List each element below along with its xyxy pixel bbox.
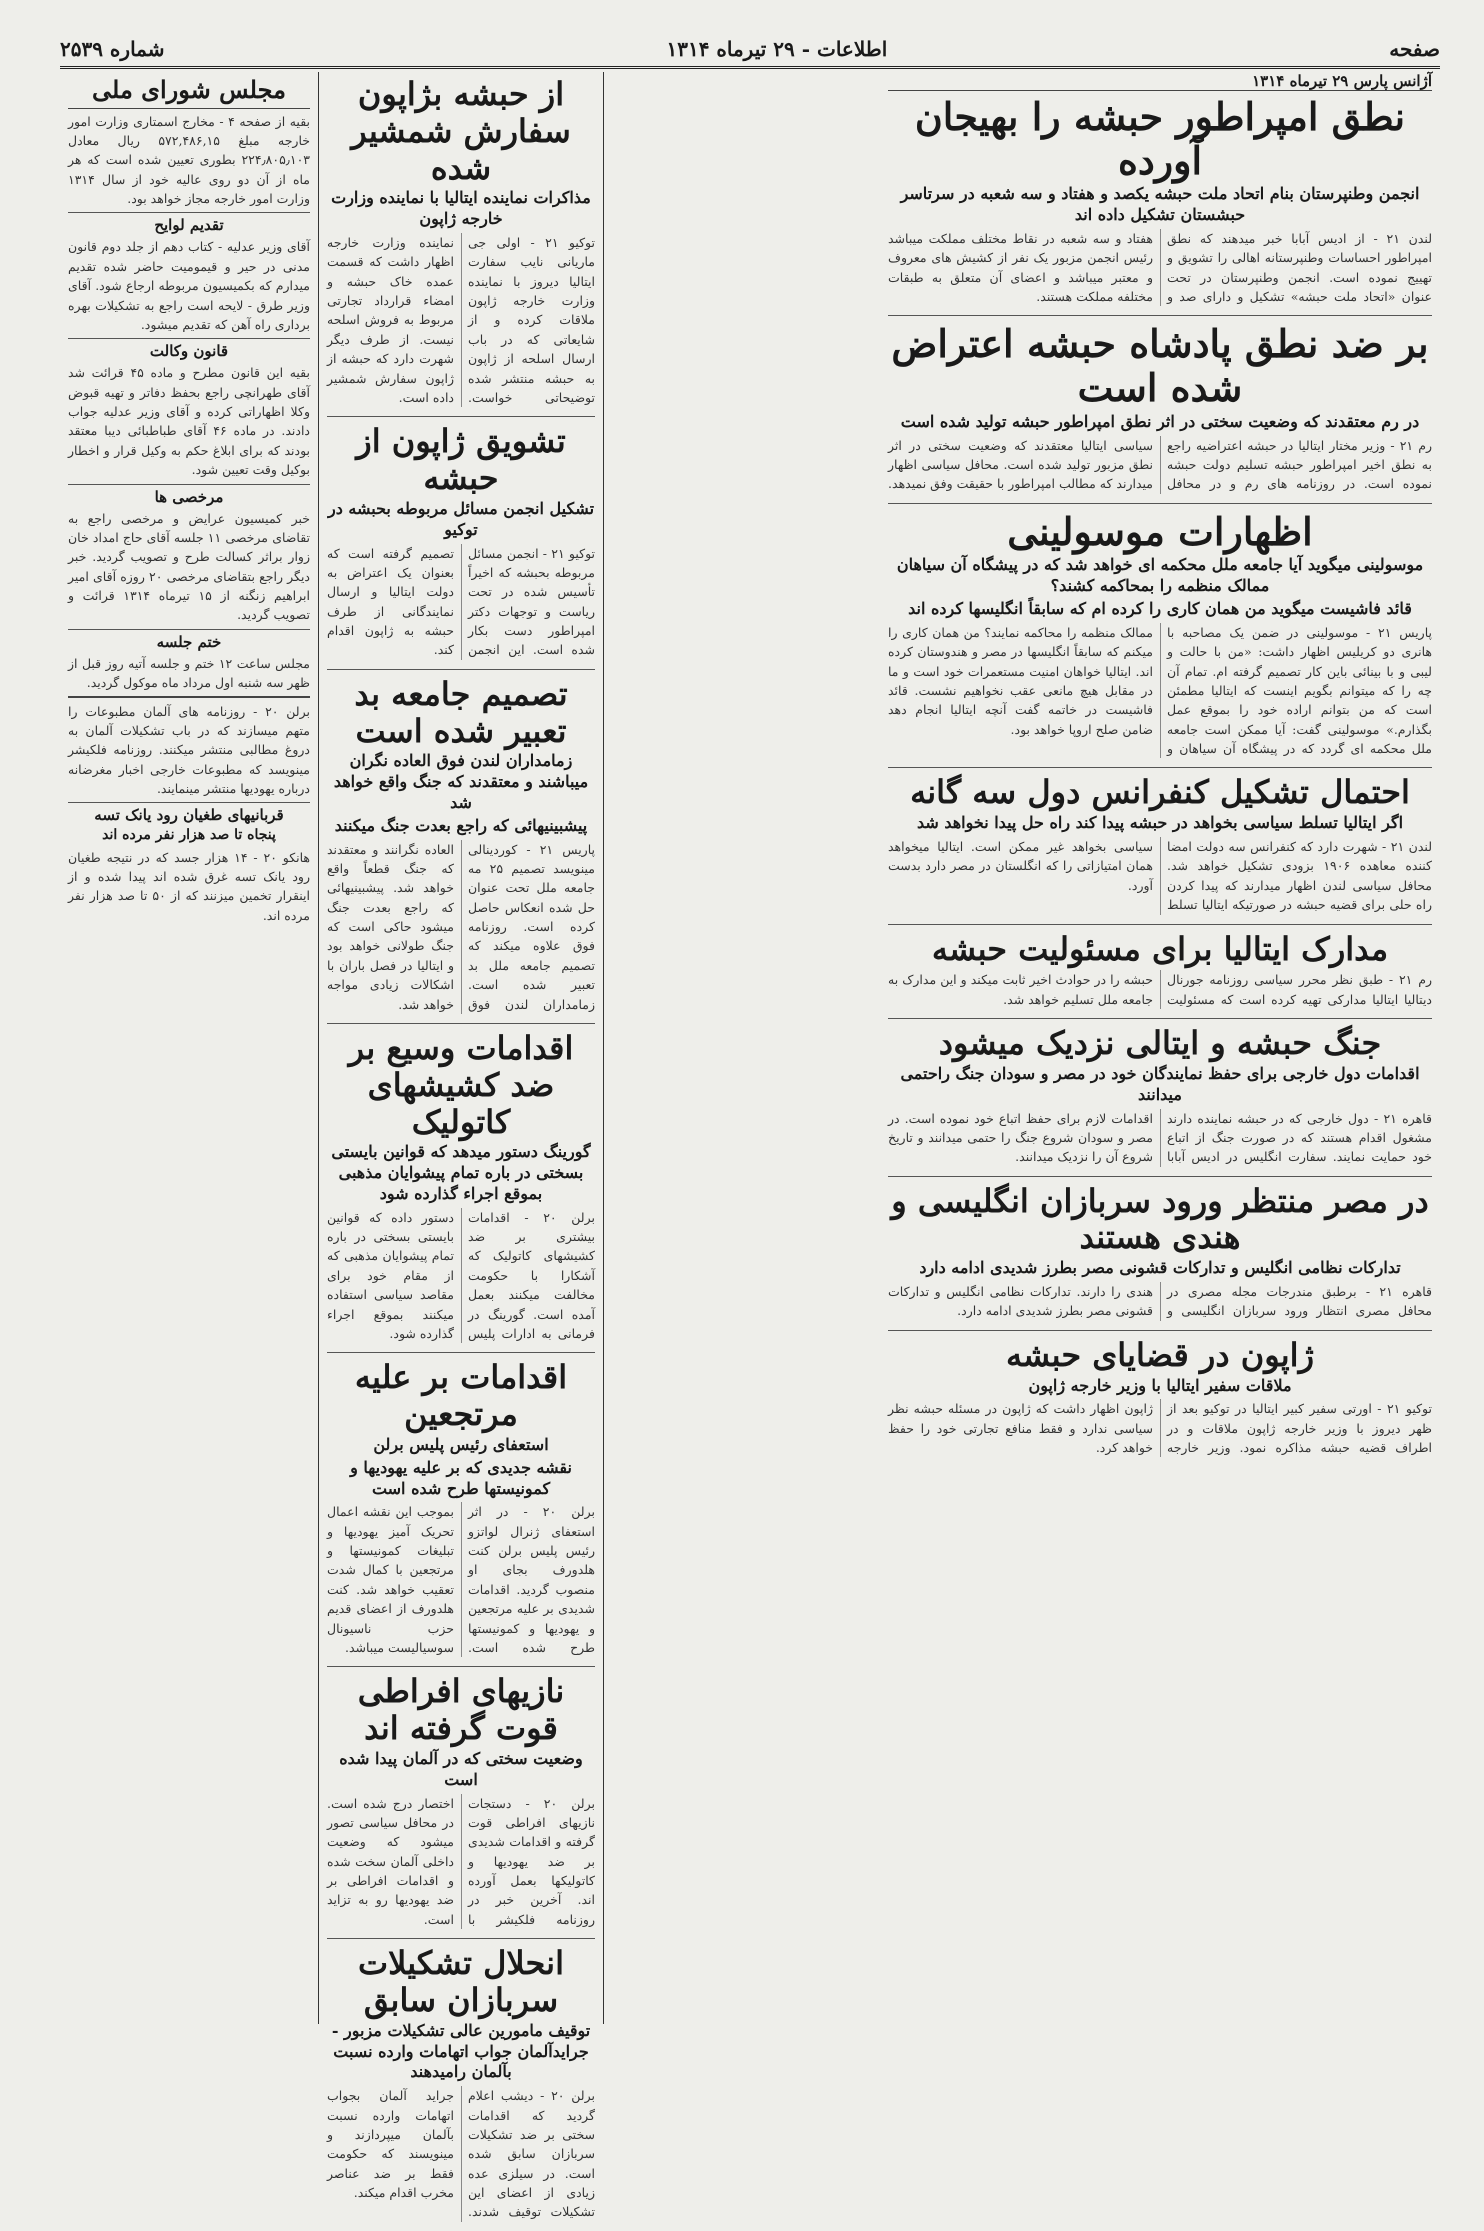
parliament-body-3: بقیه این قانون مطرح و ماده ۴۵ قرائت شد آقای طهرانچی راجع بحفظ دفاتر و تهیه قبوض وکلا اظهاراتی کرده و آقای وزیر عدلیه جواب دادند. در ماده ۴۶ آقای طباطبائی دیبا معتقد بودند که برای ابلاغ حکم به وکیل قرار و اخطار بوکیل وقت تعیین شود. bbox=[68, 365, 310, 478]
subheadline: تدارکات نظامی انگلیس و تدارکات قشونی مصر بطرز شدیدی ادامه دارد bbox=[919, 1258, 1401, 1278]
parliament-title: مجلس شورای ملی bbox=[68, 76, 310, 109]
article-body: برلن ۲۰ - در اثر استعفای ژنرال لواتزو رئیس پلیس برلن کنت هلدورف بجای او منصوب گردید. اقدامات شدیدی بر علیه مرتجعین و یهودیها و کمونیستها طرح شده است. بموجب این نقشه اعمال تحریک آمیز یهودیها و تبلیغات کمونیستها و مرتجعین با کمال شدت تعقیب خواهد شد. کنت هلدورف از اعضای قدیم حزب ناسیونال سوسیالیست میباشد. bbox=[327, 1504, 595, 1655]
article-body: قاهره ۲۱ - دول خارجی که در حبشه نماینده دارند مشغول اقدام هستند که در صورت جنگ از اتباع خود حمایت نمایند. سفارت انگلیس در ادیس آبابا اقدامات لازم برای حفظ اتباع خود نموده است. در مصر و سودان شروع جنگ را حتمی میدانند و تاریخ شروع آن را نزدیک میدانند. bbox=[888, 1110, 1433, 1165]
left-column bbox=[60, 72, 318, 2024]
article-veterans bbox=[327, 1945, 595, 2231]
article-reactionaries bbox=[327, 1359, 595, 1667]
article-body: پاریس ۲۱ - کوردینالی مینویسد تصمیم ۲۵ مه جامعه ملل تحت عنوان حل شده انعکاس حاصل کرده است. روزنامه فوق علاوه میکند که تصمیم جامعه ملل بد تعبیر شده است. زمامداران لندن فوق العاده نگرانند و معتقدند که جنگ قطعاً واقع خواهد شد. پیشبینیهائی که راجع بعدت جنگ میشود حاکی است که جنگ طولانی خواهد بود و ایتالیا در فصل باران با اشکالات زیادی مواجه خواهد شد. bbox=[327, 841, 595, 1012]
article-egypt bbox=[888, 1183, 1432, 1331]
article-body: توکیو ۲۱ - اولی جی ماریانی نایب سفارت ایتالیا دیروز با نماینده وزارت خارجه ژاپون ملاقات کرده و از شایعاتی که در باب ارسال اسلحه از ژاپون به حبشه منتشر شده توضیحاتی خواست. نماینده وزارت خارجه اظهار داشت که قسمت عمده خاک حبشه و امضاء قرارداد تجارتی مربوط به فروش اسلحه نیست. از طرف دیگر شهرت دارد که حبشه از ژاپون سفارش شمشیر داده است. bbox=[327, 234, 595, 405]
headline: انحلال تشکیلات سربازان سابق bbox=[358, 1944, 564, 2019]
subheadline: در رم معتقدند که وضعیت سختی در اثر نطق امپراطور حبشه تولید شده است bbox=[900, 411, 1420, 431]
article-body: لندن ۲۱ - شهرت دارد که کنفرانس سه دولت امضا کننده معاهده ۱۹۰۶ بزودی تشکیل خواهد شد. محافل سیاسی لندن اظهار میدارند که پیدا کردن راه حلی برای قضیه حبشه در صورتیکه ایتالیا تسلط سیاسی بخواهد غیر ممکن است. ایتالیا میخواهد همان امتیازاتی را که انگلستان در مصر دارد بدست آورد. bbox=[888, 839, 1433, 913]
right-column bbox=[880, 72, 1440, 2024]
article-japan-encouragement bbox=[327, 423, 595, 669]
newspaper-date: اطلاعات - ۲۹ تیرماه ۱۳۱۴ bbox=[666, 37, 888, 61]
article-body: توکیو ۲۱ - انجمن مسائل مربوطه بحبشه که اخیراً تأسیس شده در تحت ریاست و توجهات دکتر امپراطور دست بکار شده است. این انجمن تصمیم گرفته است که بعنوان یک اعتراض به دولت ایتالیا و ارسال نمایندگانی از طرف حبشه به ژاپون اقدام کند. bbox=[327, 545, 596, 658]
subheadline: توقیف مامورین عالی تشکیلات مزبور - جرایدآلمان جواب اتهامات وارده نسبت بآلمان رامیدهند bbox=[331, 2020, 591, 2082]
subheadline: وضعیت سختی که در آلمان پیدا شده است bbox=[339, 1748, 583, 1789]
section-heading-attorney-law: قانون وکالت bbox=[68, 338, 310, 360]
subheadline-2: پیشبینیهائی که راجع بعدت جنگ میکنند bbox=[334, 815, 588, 835]
headline: اظهارات موسولینی bbox=[1007, 508, 1313, 554]
headline: ژاپون در قضایای حبشه bbox=[1005, 1335, 1315, 1374]
section-heading-leaves: مرخصی ها bbox=[68, 484, 310, 506]
parliament-body-1: بقیه از صفحه ۴ - مخارج اسمتاری وزارت امور خارجه مبلغ ۵۷۲,۴۸۶,۱۵ ریال معادل ۲۲۴٫۸۰۵٫۱۰۳ بطوری تعیین شده است که هر ماه از آن دو روی عالیه خود از سال ۱۳۱۴ وزارت امور خارجه مجاز خواهد بود. bbox=[68, 113, 310, 207]
german-press-body: برلن ۲۰ - روزنامه های آلمان مطبوعات را متهم میسازند که در باب تشکیلات آلمان به دروغ مطالبی منتشر میکنند. روزنامه فلکیشر مینویسد که مطبوعات خارجی اخبار مغرضانه درباره یهودیها منتشر مینمایند. bbox=[68, 696, 310, 799]
subheadline: تشکیل انجمن مسائل مربوطه بحبشه در توکیو bbox=[327, 498, 595, 539]
subheadline: زمامداران لندن فوق العاده نگران میباشند و معتقدند که جنگ واقع خواهد شد bbox=[333, 751, 589, 812]
article-body: لندن ۲۱ - از ادیس آبابا خبر میدهند که نطق امپراطور احساسات وطنپرستانه اهالی را تشویق و تهییج نموده است. انجمن وطنپرستان در تحت عنوان «اتحاد ملت حبشه» تشکیل و دارای صد و هفتاد و سه شعبه در نقاط مختلف مملکت میباشد رئیس انجمن مزبور یک نفر از کشیش های معروف و معتبر میباشد و اعضای آن متعلق به طبقات مختلفه مملکت هستند. bbox=[888, 230, 1433, 305]
headline: اقدامات وسیع بر ضد کشیشهای کاتولیک bbox=[348, 1028, 574, 1141]
parliament-body-4: خبر کمیسیون عرایض و مرخصی راجع به تقاضای مرخصی ۱۱ جلسه آقای حاج امداد خان زوار براثر کسالت طرح و تصویب گردید. خبر دیگر راجع بتقاضای مرخصی ۲۰ روزه آقای امیر ابراهیم زنگنه از ۱۵ تیرماه ۱۳۱۴ قرائت و تصویب گردید. bbox=[68, 510, 311, 623]
article-body: توکیو ۲۱ - اورتی سفیر کبیر ایتالیا در توکیو بعد از ظهر دیروز با وزیر خارجه ژاپون ملاقات و در اطراف قضیه حبشه مذاکره نمود. وزیر خارجه ژاپون اظهار داشت که ژاپون در مسئله حبشه نظر سیاسی ندارد و فقط منافع تجارتی خود را حفظ خواهد کرد. bbox=[888, 1401, 1432, 1456]
article-emperor-speech bbox=[888, 95, 1432, 316]
middle-column bbox=[318, 72, 604, 2220]
section-heading-bills: تقدیم لوایح bbox=[68, 212, 310, 234]
article-body: رم ۲۱ - طبق نظر محرر سیاسی روزنامه جورنال دیتالیا ایتالیا مدارکی تهیه کرده است که مسئولیت حبشه را در حوادث اخیر ثابت میکند و این مدارک به جامعه ملل تسلیم خواهد شد. bbox=[888, 972, 1433, 1007]
headline: نازیهای افراطی قوت گرفته اند bbox=[357, 1672, 565, 1748]
article-body: پاریس ۲۱ - موسولینی در ضمن یک مصاحبه با هانری دو کریلیس اظهار داشت: «من با حالت و لیبی و با بینائی باین کار تصمیم گرفته ام. تمام آن چه را که میتوانم بگویم اینست که ایتالیا مطمئن است که من بتوانم اراده خود را بموقع عمل بگذارم.» موسولینی گفت: آیا ممکن است جامعه ملل محکمه ای گردد که در پیشگاه آن سیاهان و ممالک منظمه را محاکمه نمایند؟ من همان کاری را میکنم که سابقاً انگلیسها در مصر و هندوستان کرده اند. ایتالیا خواهان امنیت مستعمرات خود است و ما در مقابل هیچ مانعی عقب نخواهیم نشست. قائد فاشیست در خاتمه گفت آنچه ایتالیا انجام دهد ضامن صلح اروپا خواهد بود. bbox=[888, 624, 1432, 757]
agency-dateline: آژانس پارس ۲۹ تیرماه ۱۳۱۴ bbox=[888, 72, 1432, 91]
subheadline: گورینگ دستور میدهد که قوانین بایستی بسختی در باره تمام پیشوایان مذهبی بموقع اجراء گذارده شود bbox=[331, 1142, 591, 1203]
subheadline-2: قائد فاشیست میگوید من همان کاری را کرده ام که سابقاً انگلیسها کرده اند bbox=[908, 599, 1412, 619]
article-nazis bbox=[327, 1673, 595, 1939]
article-protest bbox=[888, 322, 1432, 503]
headline: جنگ حبشه و ایتالی نزدیک میشود bbox=[938, 1024, 1382, 1063]
headline: تصمیم جامعه بد تعبیر شده است bbox=[354, 674, 568, 750]
parliament-body-5: مجلس ساعت ۱۲ ختم و جلسه آتیه روز قبل از ظهر سه شنبه اول مرداد ماه موکول گردید. bbox=[68, 655, 310, 691]
headline: مدارک ایتالیا برای مسئولیت حبشه bbox=[931, 929, 1389, 968]
article-catholic-priests bbox=[327, 1030, 595, 1353]
article-japan bbox=[888, 1337, 1432, 1467]
subheadline: مذاکرات نماینده ایتالیا با نماینده وزارت خارجه ژاپون bbox=[331, 188, 591, 229]
headline: تشویق ژاپون از حبشه bbox=[356, 422, 566, 498]
article-body: برلن ۲۰ - دستجات نازیهای افراطی قوت گرفته و اقدامات شدیدی بر ضد یهودیها و کاتولیکها بعمل آورده اند. آخرین خبر در روزنامه فلکیشر با اختصار درج شده است. در محافل سیاسی تصور میشود که وضعیت داخلی آلمان سخت شده و اقدامات افراطی بر ضد یهودیها رو به تزاید است. bbox=[327, 1795, 595, 1927]
article-war-near bbox=[888, 1025, 1432, 1177]
article-mussolini bbox=[888, 510, 1432, 769]
subheadline: ملاقات سفیر ایتالیا با وزیر خارجه ژاپون bbox=[1028, 1375, 1292, 1395]
page-label: صفحه bbox=[1389, 37, 1440, 61]
article-body: قاهره ۲۱ - برطبق مندرجات مجله مصری در محافل مصری انتظار ورود سربازان انگلیسی و هندی را دارند. تدارکات نظامی انگلیس و تدارکات قشونی مصر بطرز شدیدی ادامه دارد. bbox=[888, 1284, 1432, 1319]
article-league-decision bbox=[327, 676, 595, 1024]
section-heading-session-end: ختم جلسه bbox=[68, 629, 310, 651]
subheadline: اگر ایتالیا تسلط سیاسی بخواهد در حبشه پیدا کند راه حل پیدا نخواهد شد bbox=[916, 813, 1404, 833]
flood-heading: قربانیهای طغیان رود یانک تسه bbox=[68, 802, 310, 824]
article-conference bbox=[888, 774, 1432, 924]
article-body: برلن ۲۰ - اقدامات بیشتری بر ضد کشیشهای کاتولیک که آشکارا با حکومت مخالفت میکنند بعمل آمده است. گورینگ در فرمانی به ادارات پلیس دستور داده که قوانین بایستی بسختی در باره تمام پیشوایان مذهبی که از مقام خود برای مقاصد سیاسی استفاده میکنند بموقع اجراء گذارده شود. bbox=[327, 1209, 595, 1341]
flood-body: هانکو ۲۰ - ۱۴ هزار جسد که در نتیجه طغیان رود یانک تسه غرق شده اند پیدا شده و از اینقرار تخمین میزنند که از ۵۰ تا صد هزار نفر مرده اند. bbox=[68, 849, 310, 923]
article-body: برلن ۲۰ - دیشب اعلام گردید که اقدامات سختی بر ضد تشکیلات سربازان سابق شده است. در سیلزی عده زیادی از اعضای این تشکیلات توقیف شدند. جراید آلمان بجواب اتهامات وارده نسبت بآلمان میپردازند و مینویسند که حکومت فقط بر ضد عناصر مخرب اقدام میکند. bbox=[327, 2088, 595, 2220]
headline: اقدامات بر علیه مرتجعین bbox=[354, 1358, 568, 1434]
flood-subheading: پنجاه تا صد هزار نفر مرده اند bbox=[102, 827, 276, 844]
headline: احتمال تشکیل کنفرانس دول سه گانه bbox=[910, 773, 1410, 812]
masthead-bar bbox=[60, 32, 1440, 69]
article-body: رم ۲۱ - وزیر مختار ایتالیا در حبشه اعتراضیه راجع به نطق اخیر امپراطور حبشه تسلیم دولت حبشه نموده است. در روزنامه های رم و در محافل سیاسی ایتالیا معتقدند که وضعیت سختی در اثر نطق مزبور تولید شده است. محافل سیاسی اظهار میدارند که مطالب امپراطور با حقیقت وفق نمیدهد. bbox=[888, 437, 1432, 492]
article-italy-documents bbox=[888, 931, 1432, 1020]
subheadline-2: نقشه جدیدی که بر علیه یهودیها و کمونیستها طرح شده است bbox=[350, 1457, 572, 1498]
subheadline: استعفای رئیس پلیس برلن bbox=[373, 1434, 549, 1454]
subheadline: انجمن وطنپرستان بنام اتحاد ملت حبشه یکصد و هفتاد و سه شعبه در سرتاسر حبشستان تشکیل داده اند bbox=[900, 184, 1420, 225]
headline: نطق امپراطور حبشه را بهیجان آورده bbox=[914, 94, 1406, 183]
article-swords bbox=[327, 76, 595, 417]
subheadline: اقدامات دول خارجی برای حفظ نمایندگان خود در مصر و سودان جنگ راحتمی میدانند bbox=[900, 1063, 1420, 1104]
headline: بر ضد نطق پادشاه حبشه اعتراض شده است bbox=[891, 321, 1429, 411]
parliament-body-2: آقای وزیر عدلیه - کتاب دهم از جلد دوم قانون مدنی در حیر و قیمومیت حاضر شده تقدیم میدارم که بکمیسیون مربوطه ارجاع شود. آقای وزیر طرق - لایحه است راجع به تشکیلات بهره برداری راه آهن که تقدیم میشود. bbox=[68, 239, 310, 332]
headline: در مصر منتظر ورود سربازان انگلیسی و هندی هستند bbox=[891, 1181, 1429, 1257]
headline: از حبشه بژاپون سفارش شمشیر شده bbox=[351, 75, 571, 187]
subheadline: موسولینی میگوید آیا جامعه ملل محکمه ای خواهد شد که در پیشگاه آن سیاهان ممالک منظمه را بمحاکمه کشند؟ bbox=[896, 555, 1424, 596]
issue-number: شماره ۲۵۳۹ bbox=[60, 37, 165, 61]
